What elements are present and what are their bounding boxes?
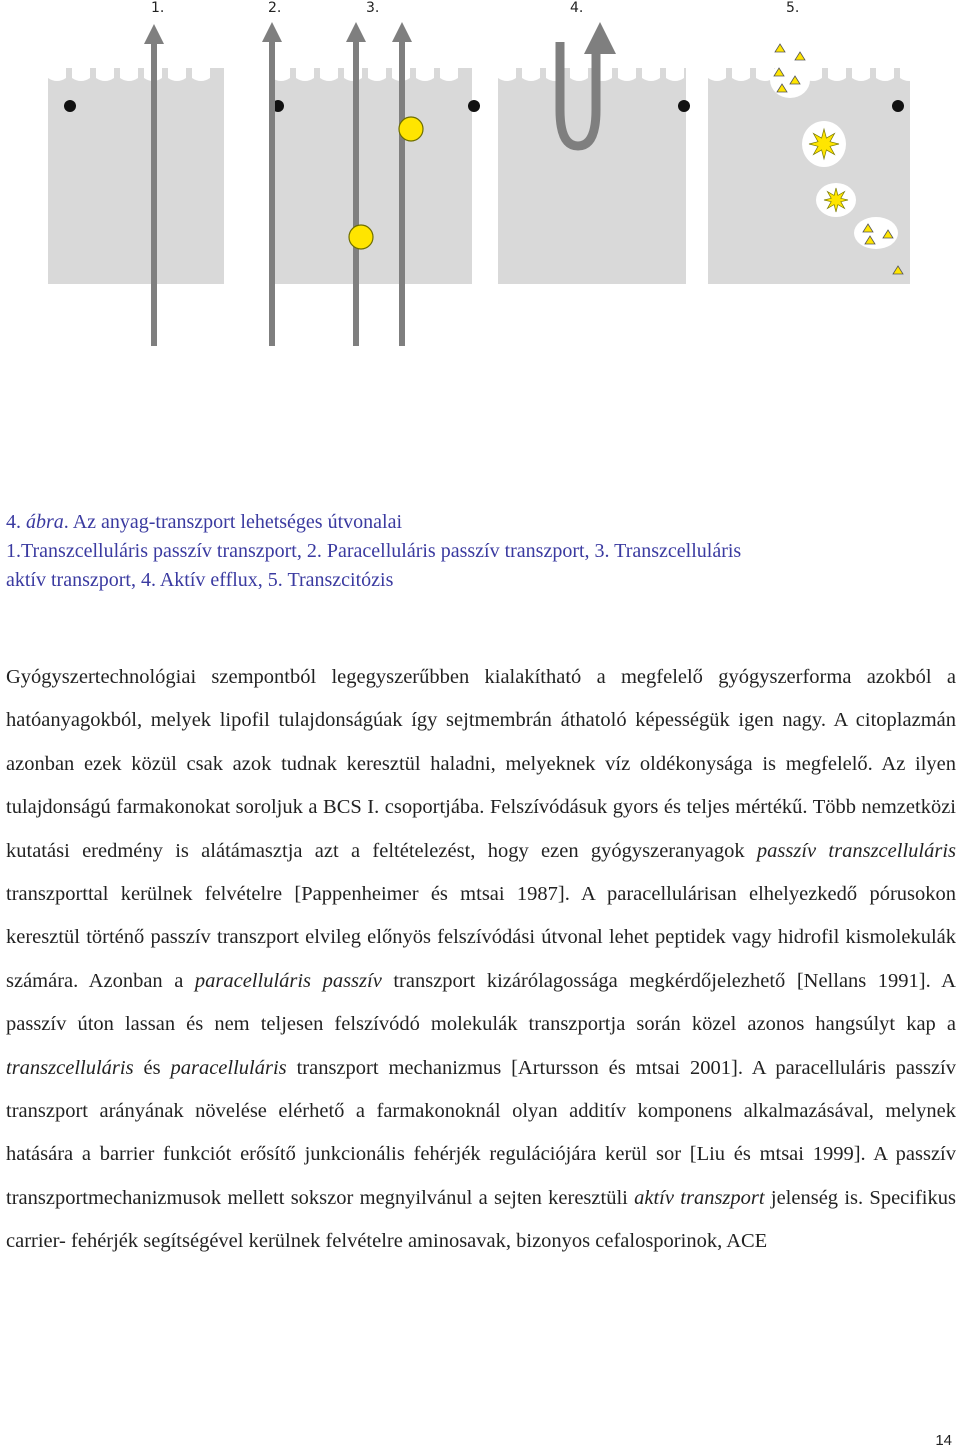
route-label-5: 5. — [786, 0, 800, 16]
body-text-segment: és — [133, 1056, 171, 1079]
epithelial-cell-layer — [48, 68, 918, 284]
epithelial-cell — [272, 68, 472, 284]
apical-triangle-group — [775, 44, 805, 60]
tight-junction-dot — [892, 100, 904, 112]
body-text-segment: jelenség is. Specifikus carrier- fehérjék segítségével kerülnek felvételre aminosavak, bizonyos cefalosporinok, ACE — [6, 1186, 956, 1253]
vesicle — [770, 62, 810, 98]
caption-title: . Az anyag-transzport lehetséges útvonalai — [63, 511, 403, 533]
body-italic-term: paracelluláris passzív — [194, 969, 382, 992]
body-italic-term: paracelluláris — [170, 1056, 287, 1079]
body-text-segment: transzport kizárólagossága megkérdőjelezhető [Nellans 1991]. A passzív úton lassan és nem teljesen felszívódó molekulák transzportja során közel azonos hangsúlyt kap a — [6, 969, 956, 1036]
vesicle-with-star — [816, 183, 856, 217]
caption-line-3: aktív transzport, 4. Aktív efflux, 5. Transzcitózis — [6, 569, 394, 591]
page-number: 14 — [935, 1432, 952, 1449]
epithelial-cell — [48, 68, 224, 284]
transport-routes-figure — [0, 0, 960, 360]
drug-molecule-circle — [349, 225, 373, 249]
epithelial-cell — [708, 68, 918, 284]
route-label-3: 3. — [366, 0, 380, 16]
tight-junction-dot — [64, 100, 76, 112]
body-text — [6, 656, 956, 1264]
vesicle — [854, 217, 898, 249]
tight-junction-dot — [468, 100, 480, 112]
caption-line-2: 1.Transzcelluláris passzív transzport, 2. Paracelluláris passzív transzport, 3. Transzcelluláris — [6, 540, 742, 562]
route-label-2: 2. — [268, 0, 282, 16]
body-italic-term: passzív transzcelluláris — [756, 839, 956, 862]
route-label-1: 1. — [151, 0, 165, 16]
vesicle-with-star — [802, 121, 846, 167]
drug-molecule-circle — [399, 117, 423, 141]
body-italic-term: aktív transzport — [634, 1186, 765, 1209]
tight-junction-dot — [678, 100, 690, 112]
caption-figure-number: 4. — [6, 511, 26, 533]
body-text-segment: transzporttal kerülnek felvételre [Pappenheimer és mtsai 1987]. A paracellulárisan elhelyezkedő pórusokon keresztül történő passzív transzport elvileg előnyös felszívódási útvonal lehet peptidek vagy hidrofil kismolekulák számára. Azonban a — [6, 883, 956, 992]
route-label-4: 4. — [570, 0, 584, 16]
body-paragraph — [6, 656, 956, 1264]
body-text-segment: Gyógyszertechnológiai szempontból legegyszerűbben kialakítható a megfelelő gyógyszerforma azokból a hatóanyagokból, melyek lipofil tulajdonságúak így sejtmembrán áthatoló képességük igen nagy. A citoplazmán azonban ezek közül csak azok tudnak keresztül haladni, melyeknek víz oldékonysága is megfelelő. Az ilyen tulajdonságú farmakonokat soroljuk a BCS I. csoportjába. Felszívódásuk gyors és teljes mértékű. Több nemzetközi kutatási eredmény is alátámasztja azt a feltételezést, hogy ezen gyógyszeranyagok — [6, 666, 956, 862]
caption-line-1 — [6, 508, 956, 537]
body-text-segment: transzport mechanizmus [Artursson és mtsai 2001]. A paracelluláris passzív transzport arányának növelése elérhető a farmakonoknál olyan additív komponens alkalmazásával, melynek hatására a barrier funkciót erősítő junkcionális fehérjék regulációjára kerül sor [Liu és mtsai 1999]. A passzív transzportmechanizmusok mellett sokszor megnyilvánul a sejten keresztüli — [6, 1056, 956, 1209]
body-italic-term: transzcelluláris — [6, 1056, 134, 1079]
figure-caption — [6, 508, 956, 595]
caption-abra-word: ábra — [26, 511, 64, 533]
